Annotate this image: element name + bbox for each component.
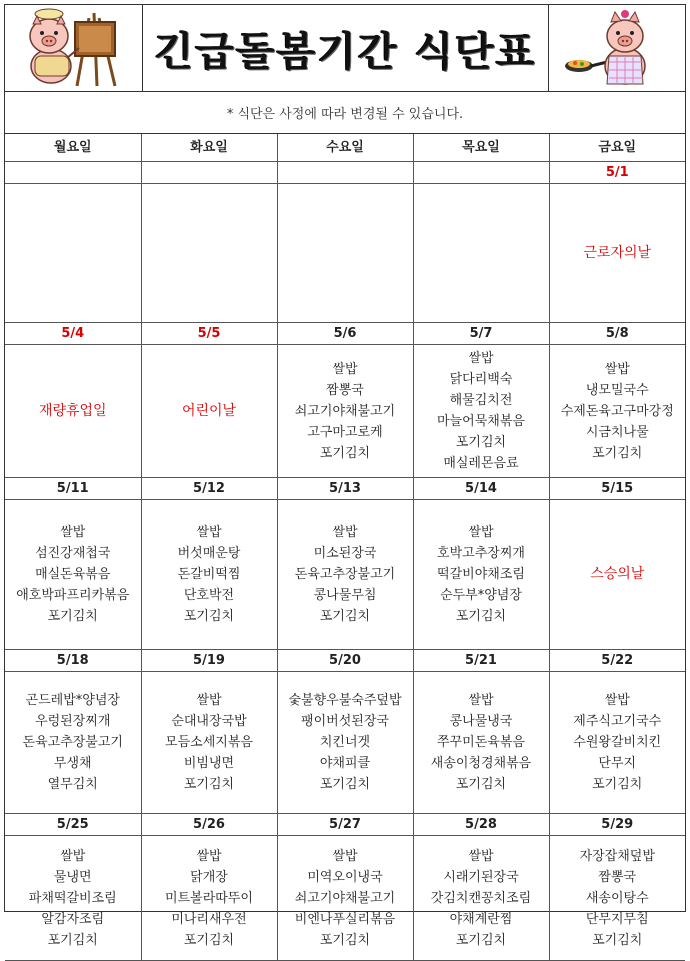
date-cell: [277, 162, 413, 184]
menu-item: 포기김치: [592, 932, 643, 948]
menu-cell: [413, 836, 549, 961]
menu-item: 단무지: [598, 756, 637, 771]
menu-item: 포기김치: [592, 777, 643, 792]
date-cell: [141, 162, 277, 184]
menu-item: 단호박전: [183, 588, 235, 603]
menu-cell: [277, 345, 413, 478]
date-row: [5, 162, 685, 184]
menu-item: 쌀밥: [468, 693, 494, 708]
menu-item: 순대내장국밥: [171, 714, 247, 729]
menu-item: 애호박파프리카볶음: [16, 588, 130, 603]
menu-item: 쇠고기야채불고기: [294, 403, 396, 419]
menu-item: 곤드레밥*양념장: [25, 693, 120, 708]
menu-item: 포기김치: [455, 777, 507, 792]
date-cell: 5/26: [141, 814, 277, 836]
holiday-label: 스승의날: [590, 566, 645, 582]
menu-item: 콩나물냉국: [449, 714, 513, 729]
menu-item: 물냉면: [53, 869, 92, 885]
date-cell: 5/12: [141, 478, 277, 500]
menu-row: [5, 672, 685, 814]
menu-item: 쌀밥: [468, 848, 494, 864]
menu-item: 순두부*양념장: [440, 588, 522, 603]
menu-row: [5, 184, 685, 323]
date-cell: [413, 162, 549, 184]
menu-item: 모듬소세지볶음: [165, 735, 253, 750]
menu-item: 열무김치: [47, 777, 98, 792]
menu-cell: [413, 500, 549, 650]
date-cell: 5/21: [413, 650, 549, 672]
menu-cell: [5, 184, 141, 323]
menu-item: 고구마고로케: [307, 424, 383, 440]
menu-item: 섬진강재첩국: [35, 546, 111, 561]
menu-cell: [5, 836, 141, 961]
day-header: 수요일: [277, 134, 413, 162]
menu-cell: [141, 184, 277, 323]
date-cell: 5/29: [549, 814, 685, 836]
menu-item: 매실돈육볶음: [35, 567, 111, 582]
menu-item: 새송이청경채볶음: [430, 756, 532, 771]
title-row: [5, 5, 685, 92]
menu-item: 쌀밥: [332, 848, 358, 864]
day-header: 월요일: [5, 134, 141, 162]
menu-item: 매실레몬음료: [443, 456, 519, 471]
notice-text: * 식단은 사정에 따라 변경될 수 있습니다.: [5, 92, 685, 134]
menu-item: 갓김치캔꽁치조림: [430, 890, 532, 906]
menu-item: 야채계란찜: [449, 911, 513, 927]
menu-item: 쌀밥: [604, 361, 630, 377]
menu-item: 알감자조림: [41, 911, 105, 927]
menu-item: 쌀밥: [468, 525, 494, 540]
menu-item: 포기김치: [319, 445, 371, 461]
menu-item: 수제돈육고구마강정: [560, 403, 674, 419]
menu-item: 비엔나푸실리볶음: [294, 911, 396, 927]
day-header: 목요일: [413, 134, 549, 162]
date-row: [5, 650, 685, 672]
menu-cell: [277, 184, 413, 323]
menu-item: 치킨너겟: [319, 735, 371, 750]
date-cell: 5/15: [549, 478, 685, 500]
menu-cell: [141, 345, 277, 478]
menu-item: 새송이탕수: [585, 890, 649, 906]
menu-sheet: [4, 4, 686, 948]
menu-item: 비빔냉면: [183, 756, 235, 771]
holiday-label: 근로자의날: [583, 244, 652, 261]
menu-item: 닭개장: [190, 869, 228, 885]
menu-item: 쌀밥: [60, 525, 86, 540]
pig-chef-icon: [563, 8, 673, 88]
menu-item: 미트볼라따뚜이: [165, 890, 253, 906]
menu-item: 미역오이냉국: [307, 869, 383, 885]
menu-item: 돈갈비떡찜: [177, 567, 241, 582]
date-cell: 5/14: [413, 478, 549, 500]
date-cell: 5/13: [277, 478, 413, 500]
date-cell: 5/6: [277, 323, 413, 345]
menu-item: 포기김치: [47, 932, 98, 948]
holiday-label: 재량휴업일: [38, 402, 107, 419]
date-cell: 5/1: [549, 162, 685, 184]
menu-item: 마늘어묵채볶음: [437, 414, 525, 429]
menu-cell: [549, 836, 685, 961]
menu-item: 수원왕갈비치킨: [573, 735, 662, 750]
date-cell: 5/18: [5, 650, 141, 672]
menu-item: 포기김치: [592, 445, 643, 461]
menu-item: 자장잡채덮밥: [579, 848, 655, 864]
date-cell: 5/20: [277, 650, 413, 672]
date-row: [5, 814, 685, 836]
menu-cell: [5, 672, 141, 814]
menu-item: 쌀밥: [196, 848, 222, 864]
menu-cell: [549, 184, 685, 323]
menu-item: 포기김치: [319, 777, 371, 792]
menu-row: [5, 500, 685, 650]
date-cell: 5/5: [141, 323, 277, 345]
menu-item: 포기김치: [455, 932, 507, 948]
menu-cell: [141, 500, 277, 650]
menu-item: 쌀밥: [332, 361, 358, 377]
menu-item: 포기김치: [183, 777, 235, 792]
menu-item: 쌀밥: [468, 351, 494, 366]
menu-cell: [277, 836, 413, 961]
menu-item: 냉모밀국수: [585, 382, 649, 398]
menu-item: 시래기된장국: [443, 869, 519, 885]
menu-cell: [413, 345, 549, 478]
date-row: [5, 323, 685, 345]
menu-item: 팽이버섯된장국: [301, 714, 389, 729]
date-cell: 5/8: [549, 323, 685, 345]
menu-item: 쌀밥: [60, 848, 86, 864]
menu-item: 포기김치: [183, 932, 235, 948]
menu-item: 돈육고추장불고기: [22, 735, 123, 750]
menu-item: 닭다리백숙: [449, 372, 513, 387]
menu-cell: [549, 345, 685, 478]
menu-item: 쌀밥: [604, 693, 630, 708]
day-header-row: [5, 134, 685, 162]
menu-item: 쭈꾸미돈육볶음: [437, 735, 525, 750]
date-cell: 5/28: [413, 814, 549, 836]
menu-item: 짬뽕국: [598, 869, 637, 885]
menu-item: 단무지무침: [585, 911, 649, 927]
menu-cell: [549, 672, 685, 814]
menu-cell: [141, 672, 277, 814]
menu-row: [5, 836, 685, 961]
date-cell: 5/11: [5, 478, 141, 500]
title-right-cell: [548, 5, 686, 91]
menu-item: 쇠고기야채불고기: [294, 890, 396, 906]
day-header: 금요일: [549, 134, 685, 162]
menu-item: 파채떡갈비조림: [28, 890, 117, 906]
menu-cell: [141, 836, 277, 961]
menu-item: 미나리새우전: [171, 911, 247, 927]
date-cell: 5/22: [549, 650, 685, 672]
menu-item: 쌀밥: [196, 525, 222, 540]
date-row: [5, 478, 685, 500]
title-left-cell: [5, 5, 143, 91]
menu-cell: [5, 345, 141, 478]
menu-item: 포기김치: [455, 435, 507, 450]
menu-item: 호박고추장찌개: [437, 546, 525, 561]
menu-item: 콩나물무침: [313, 588, 377, 603]
holiday-label: 어린이날: [181, 402, 237, 419]
menu-item: 돈육고추장불고기: [294, 567, 396, 582]
menu-item: 포기김치: [183, 609, 235, 624]
menu-item: 시금치나물: [585, 424, 649, 440]
menu-item: 숯불향우불숙주덮밥: [288, 693, 402, 708]
menu-item: 미소된장국: [313, 546, 377, 561]
menu-row: [5, 345, 685, 478]
date-cell: 5/27: [277, 814, 413, 836]
menu-item: 무생채: [53, 756, 92, 771]
menu-item: 버섯매운탕: [177, 546, 241, 561]
pig-painter-icon: [19, 8, 129, 88]
menu-item: 포기김치: [455, 609, 507, 624]
menu-item: 야채피클: [319, 756, 371, 771]
menu-cell: [277, 500, 413, 650]
page-title: 긴급돌봄기간 식단표: [154, 28, 537, 75]
menu-cell: [413, 184, 549, 323]
menu-table: [5, 134, 685, 961]
date-cell: 5/19: [141, 650, 277, 672]
date-cell: [5, 162, 141, 184]
menu-item: 짬뽕국: [326, 382, 364, 398]
menu-cell: [277, 672, 413, 814]
menu-cell: [5, 500, 141, 650]
menu-item: 제주식고기국수: [573, 714, 662, 729]
date-cell: 5/4: [5, 323, 141, 345]
menu-item: 쌀밥: [196, 693, 222, 708]
menu-cell: [549, 500, 685, 650]
date-cell: 5/7: [413, 323, 549, 345]
menu-item: 해물김치전: [449, 393, 513, 408]
menu-item: 쌀밥: [332, 525, 358, 540]
day-header: 화요일: [141, 134, 277, 162]
date-cell: 5/25: [5, 814, 141, 836]
menu-item: 포기김치: [47, 609, 98, 624]
menu-item: 떡갈비야채조림: [437, 567, 525, 582]
menu-cell: [413, 672, 549, 814]
menu-item: 포기김치: [319, 932, 371, 948]
menu-item: 포기김치: [319, 609, 371, 624]
menu-item: 우렁된장찌개: [35, 714, 111, 729]
